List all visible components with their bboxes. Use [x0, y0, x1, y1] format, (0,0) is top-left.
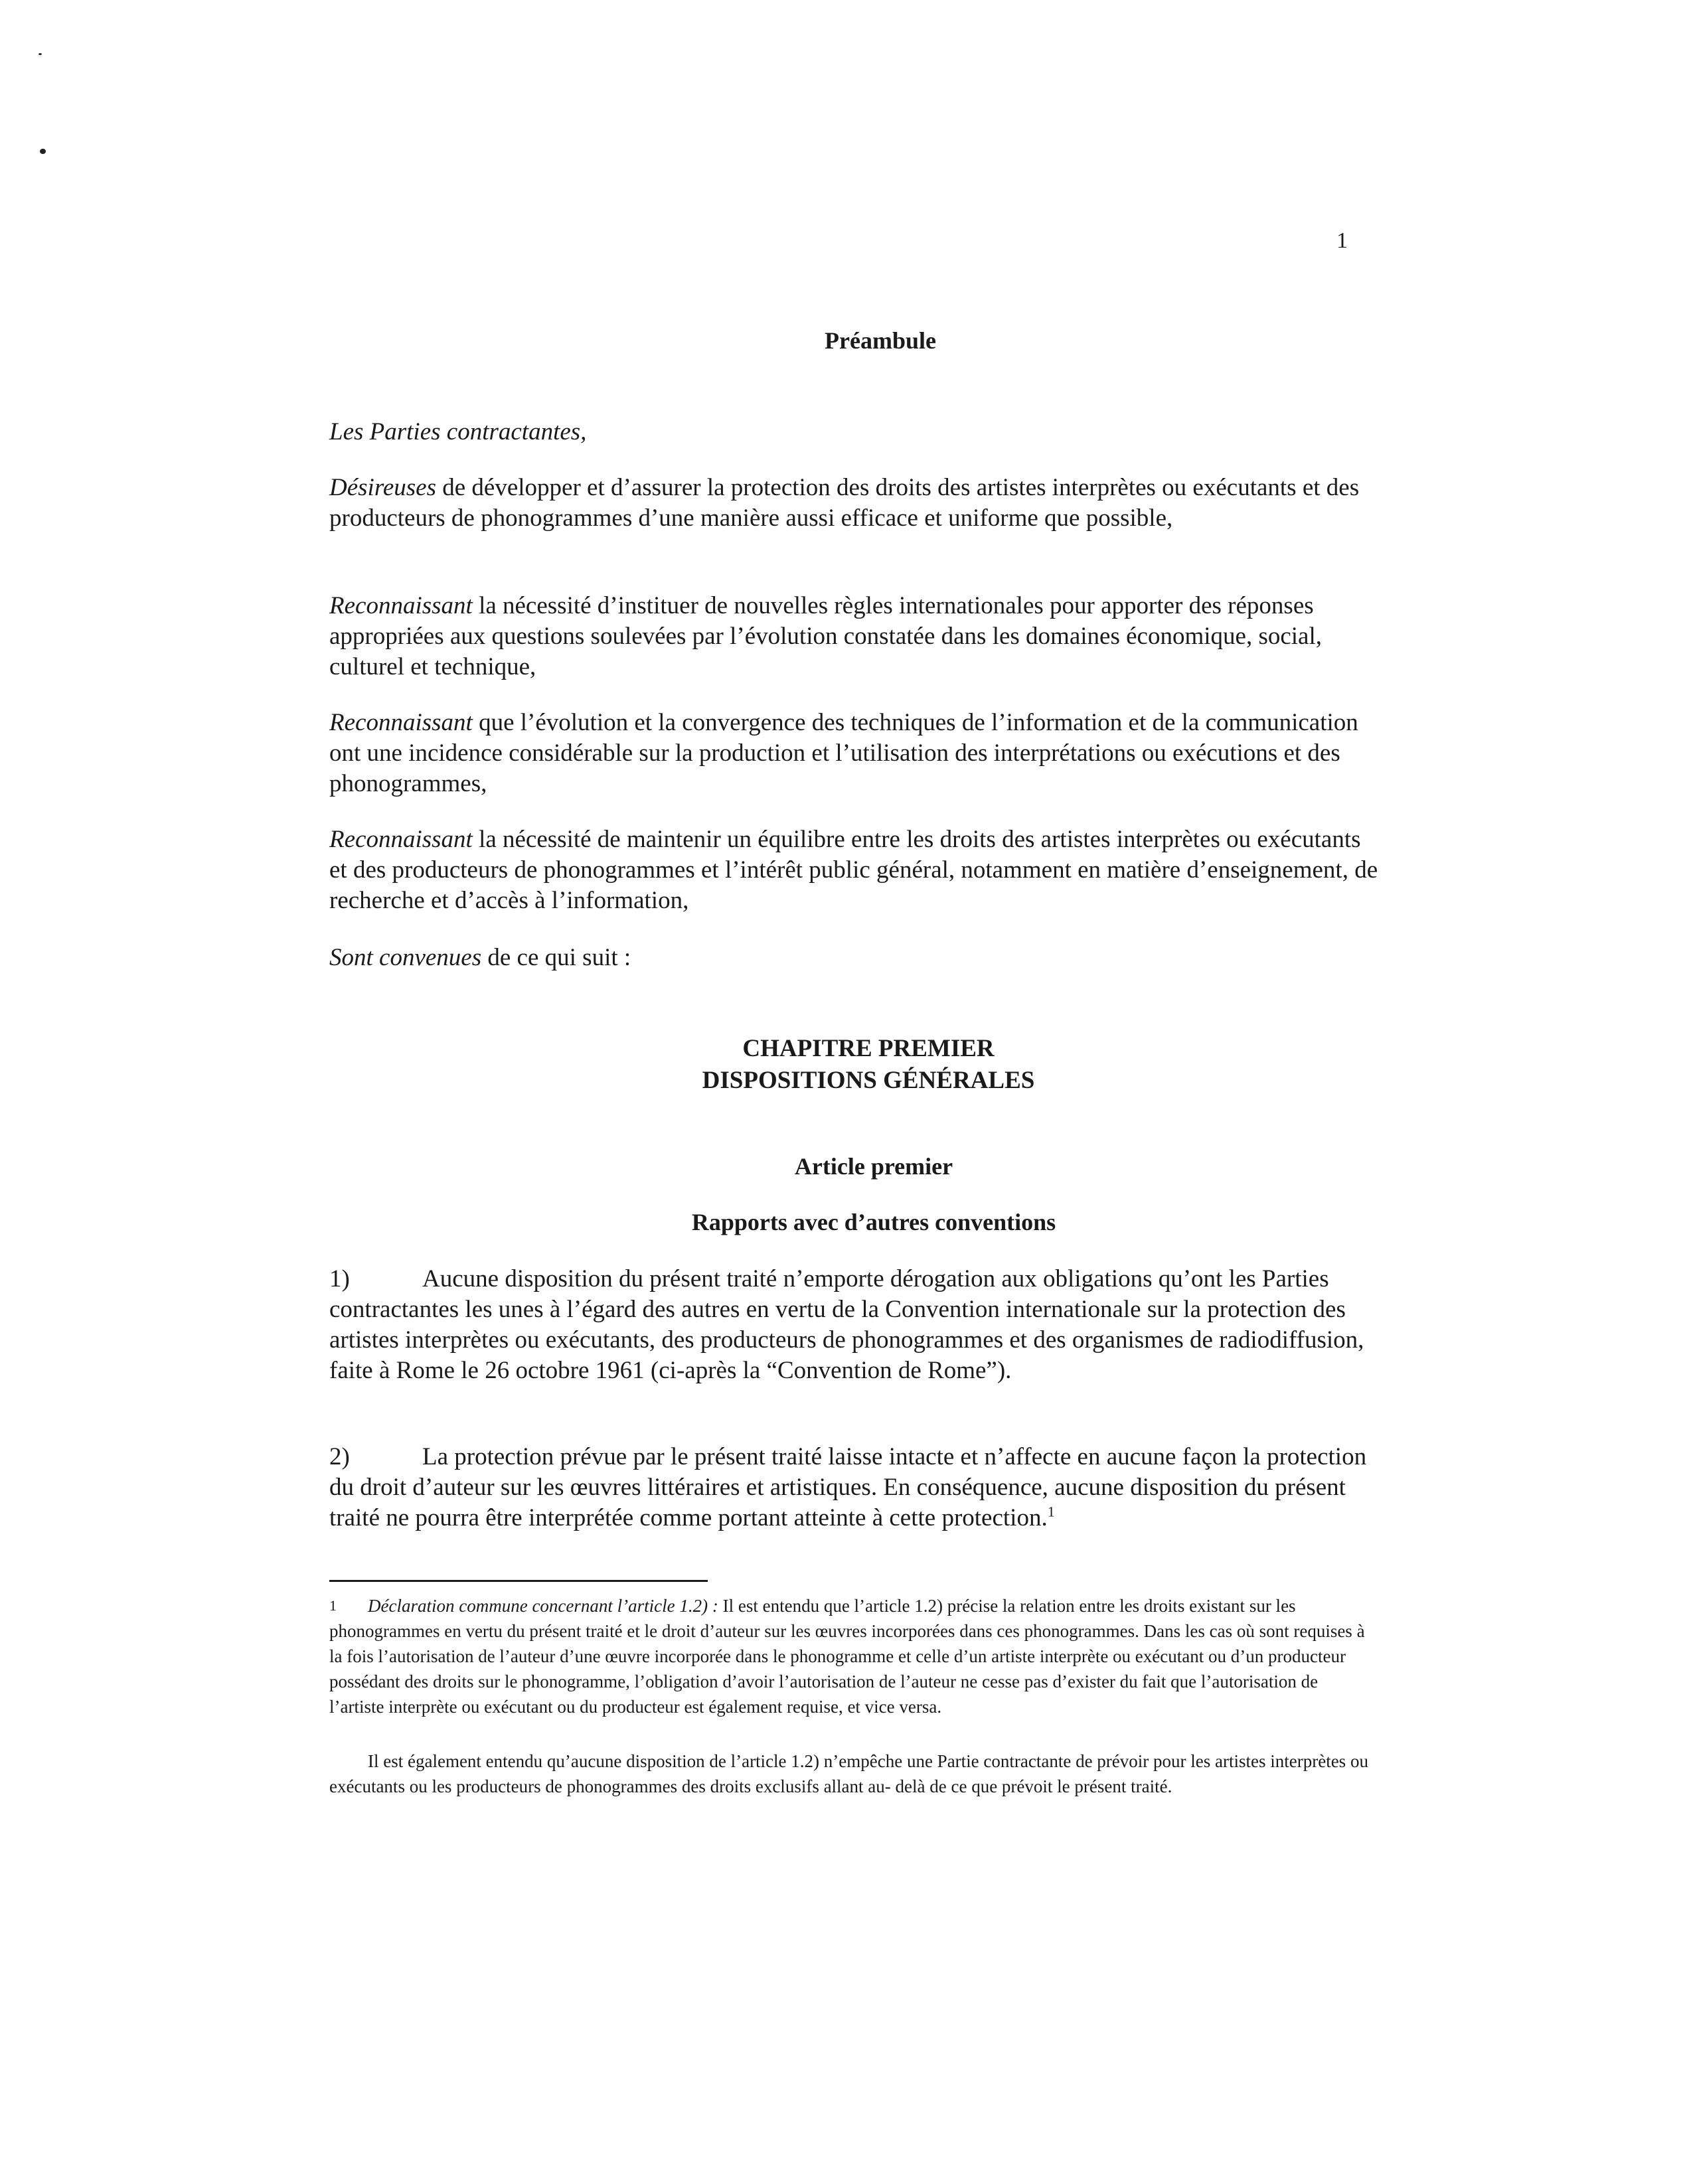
page-number: 1 — [1336, 228, 1348, 253]
preamble-paragraph-lead: Reconnaissant — [329, 709, 473, 736]
preamble-paragraph — [329, 473, 1378, 534]
article-paragraph — [329, 1442, 1378, 1533]
article-heading: Rapports avec d’autres conventions — [691, 1209, 1056, 1235]
footnote-marker: 1 — [329, 1597, 337, 1614]
preamble-paragraph-lead: Sont convenues — [329, 944, 482, 971]
chapter-title: CHAPITRE PREMIER — [742, 1035, 995, 1062]
paragraph-number: 2) — [329, 1443, 350, 1470]
preamble-paragraph-text: que l’évolution et la convergence des techniques de l’information et de la communication ont une incidence considérable sur la production et l’utilisation des interprétations ou exécutions et des phonogrammes, — [329, 709, 1358, 797]
preamble-paragraph-text: la nécessité d’instituer de nouvelles règles internationales pour apporter des réponses appropriées aux questions soulevées par l’évolution constatée dans les domaines économique, social, culturel et technique, — [329, 592, 1322, 680]
preamble-paragraph-lead: Reconnaissant — [329, 826, 473, 853]
preamble-paragraph-text: la nécessité de maintenir un équilibre entre les droits des artistes interprètes ou exécutants et des producteurs de phonogrammes et l’intérêt public général, notamment en matière d’enseignement, de recherche et d’accès à l’information, — [329, 826, 1378, 914]
preamble-paragraph — [329, 943, 1378, 973]
preamble-intro-text: Les Parties contractantes, — [329, 418, 587, 445]
article-paragraph-text: La protection prévue par le présent traité laisse intacte et n’affecte en aucune façon la protection du droit d’auteur sur les œuvres littéraires et artistiques. En conséquence, aucune disposition du présent traité ne pourra être interprétée comme portant atteinte à cette protection. — [329, 1443, 1367, 1531]
footnote-lead: Déclaration commune concernant l’article 1.2) : — [368, 1596, 718, 1616]
preamble-paragraph — [329, 824, 1378, 916]
preamble-paragraph-text: de développer et d’assurer la protection des droits des artistes interprètes ou exécutants et des producteurs de phonogrammes d’une manière aussi efficace et uniforme que possible, — [329, 474, 1360, 532]
preamble-paragraph — [329, 591, 1378, 682]
scan-speck — [39, 53, 42, 55]
preamble-paragraph-lead: Désireuses — [329, 474, 436, 501]
article-paragraph-text: Aucune disposition du présent traité n’emporte dérogation aux obligations qu’ont les Parties contractantes les unes à l’égard des autres en vertu de la Convention internationale sur la protection des artistes interprètes ou exécutants, des producteurs de phonogrammes et des organismes de radiodiffusion, faite à Rome le 26 octobre 1961 (ci-après la “Convention de Rome”). — [329, 1265, 1364, 1384]
chapter-subtitle: DISPOSITIONS GÉNÉRALES — [702, 1067, 1035, 1094]
footnote-text: Il est également entendu qu’aucune disposition de l’article 1.2) n’empêche une Partie contractante de prévoir pour les artistes interprètes ou exécutants ou les producteurs de phonogrammes des droits exclusifs allant au- delà de ce que prévoit le présent traité. — [329, 1751, 1368, 1796]
preamble-intro — [329, 417, 1378, 447]
article-title: Article premier — [794, 1153, 953, 1180]
footnote-continuation — [329, 1749, 1372, 1799]
preamble-paragraph — [329, 708, 1378, 799]
footnote — [329, 1593, 1372, 1719]
article-paragraph — [329, 1264, 1378, 1386]
footnote-reference[interactable]: 1 — [1047, 1503, 1055, 1520]
chapter-heading — [24, 1033, 1689, 1097]
paragraph-number: 1) — [329, 1265, 350, 1292]
footnote-separator — [329, 1580, 708, 1582]
preamble-paragraph-text: de ce qui suit : — [481, 944, 631, 971]
footnote-text: Il est entendu que l’article 1.2) précise la relation entre les droits existant sur les phonogrammes en vertu du présent traité et le droit d’auteur sur les œuvres incorporées dans ces phonogrammes. Dans les cas où sont requises à la fois l’autorisation de l’auteur d’une œuvre incorporée dans le phonogramme et celle d’un artiste interprète ou exécutant ou d’un producteur possédant des droits sur le phonogramme, l’obligation d’avoir l’autorisation de l’auteur ne cesse pas d’exister du fait que l’autorisation de l’artiste interprète ou exécutant ou du producteur est également requise, et vice versa. — [329, 1596, 1365, 1717]
scan-speck — [40, 149, 46, 154]
preamble-title: Préambule — [825, 327, 936, 354]
preamble-paragraph-lead: Reconnaissant — [329, 592, 473, 619]
